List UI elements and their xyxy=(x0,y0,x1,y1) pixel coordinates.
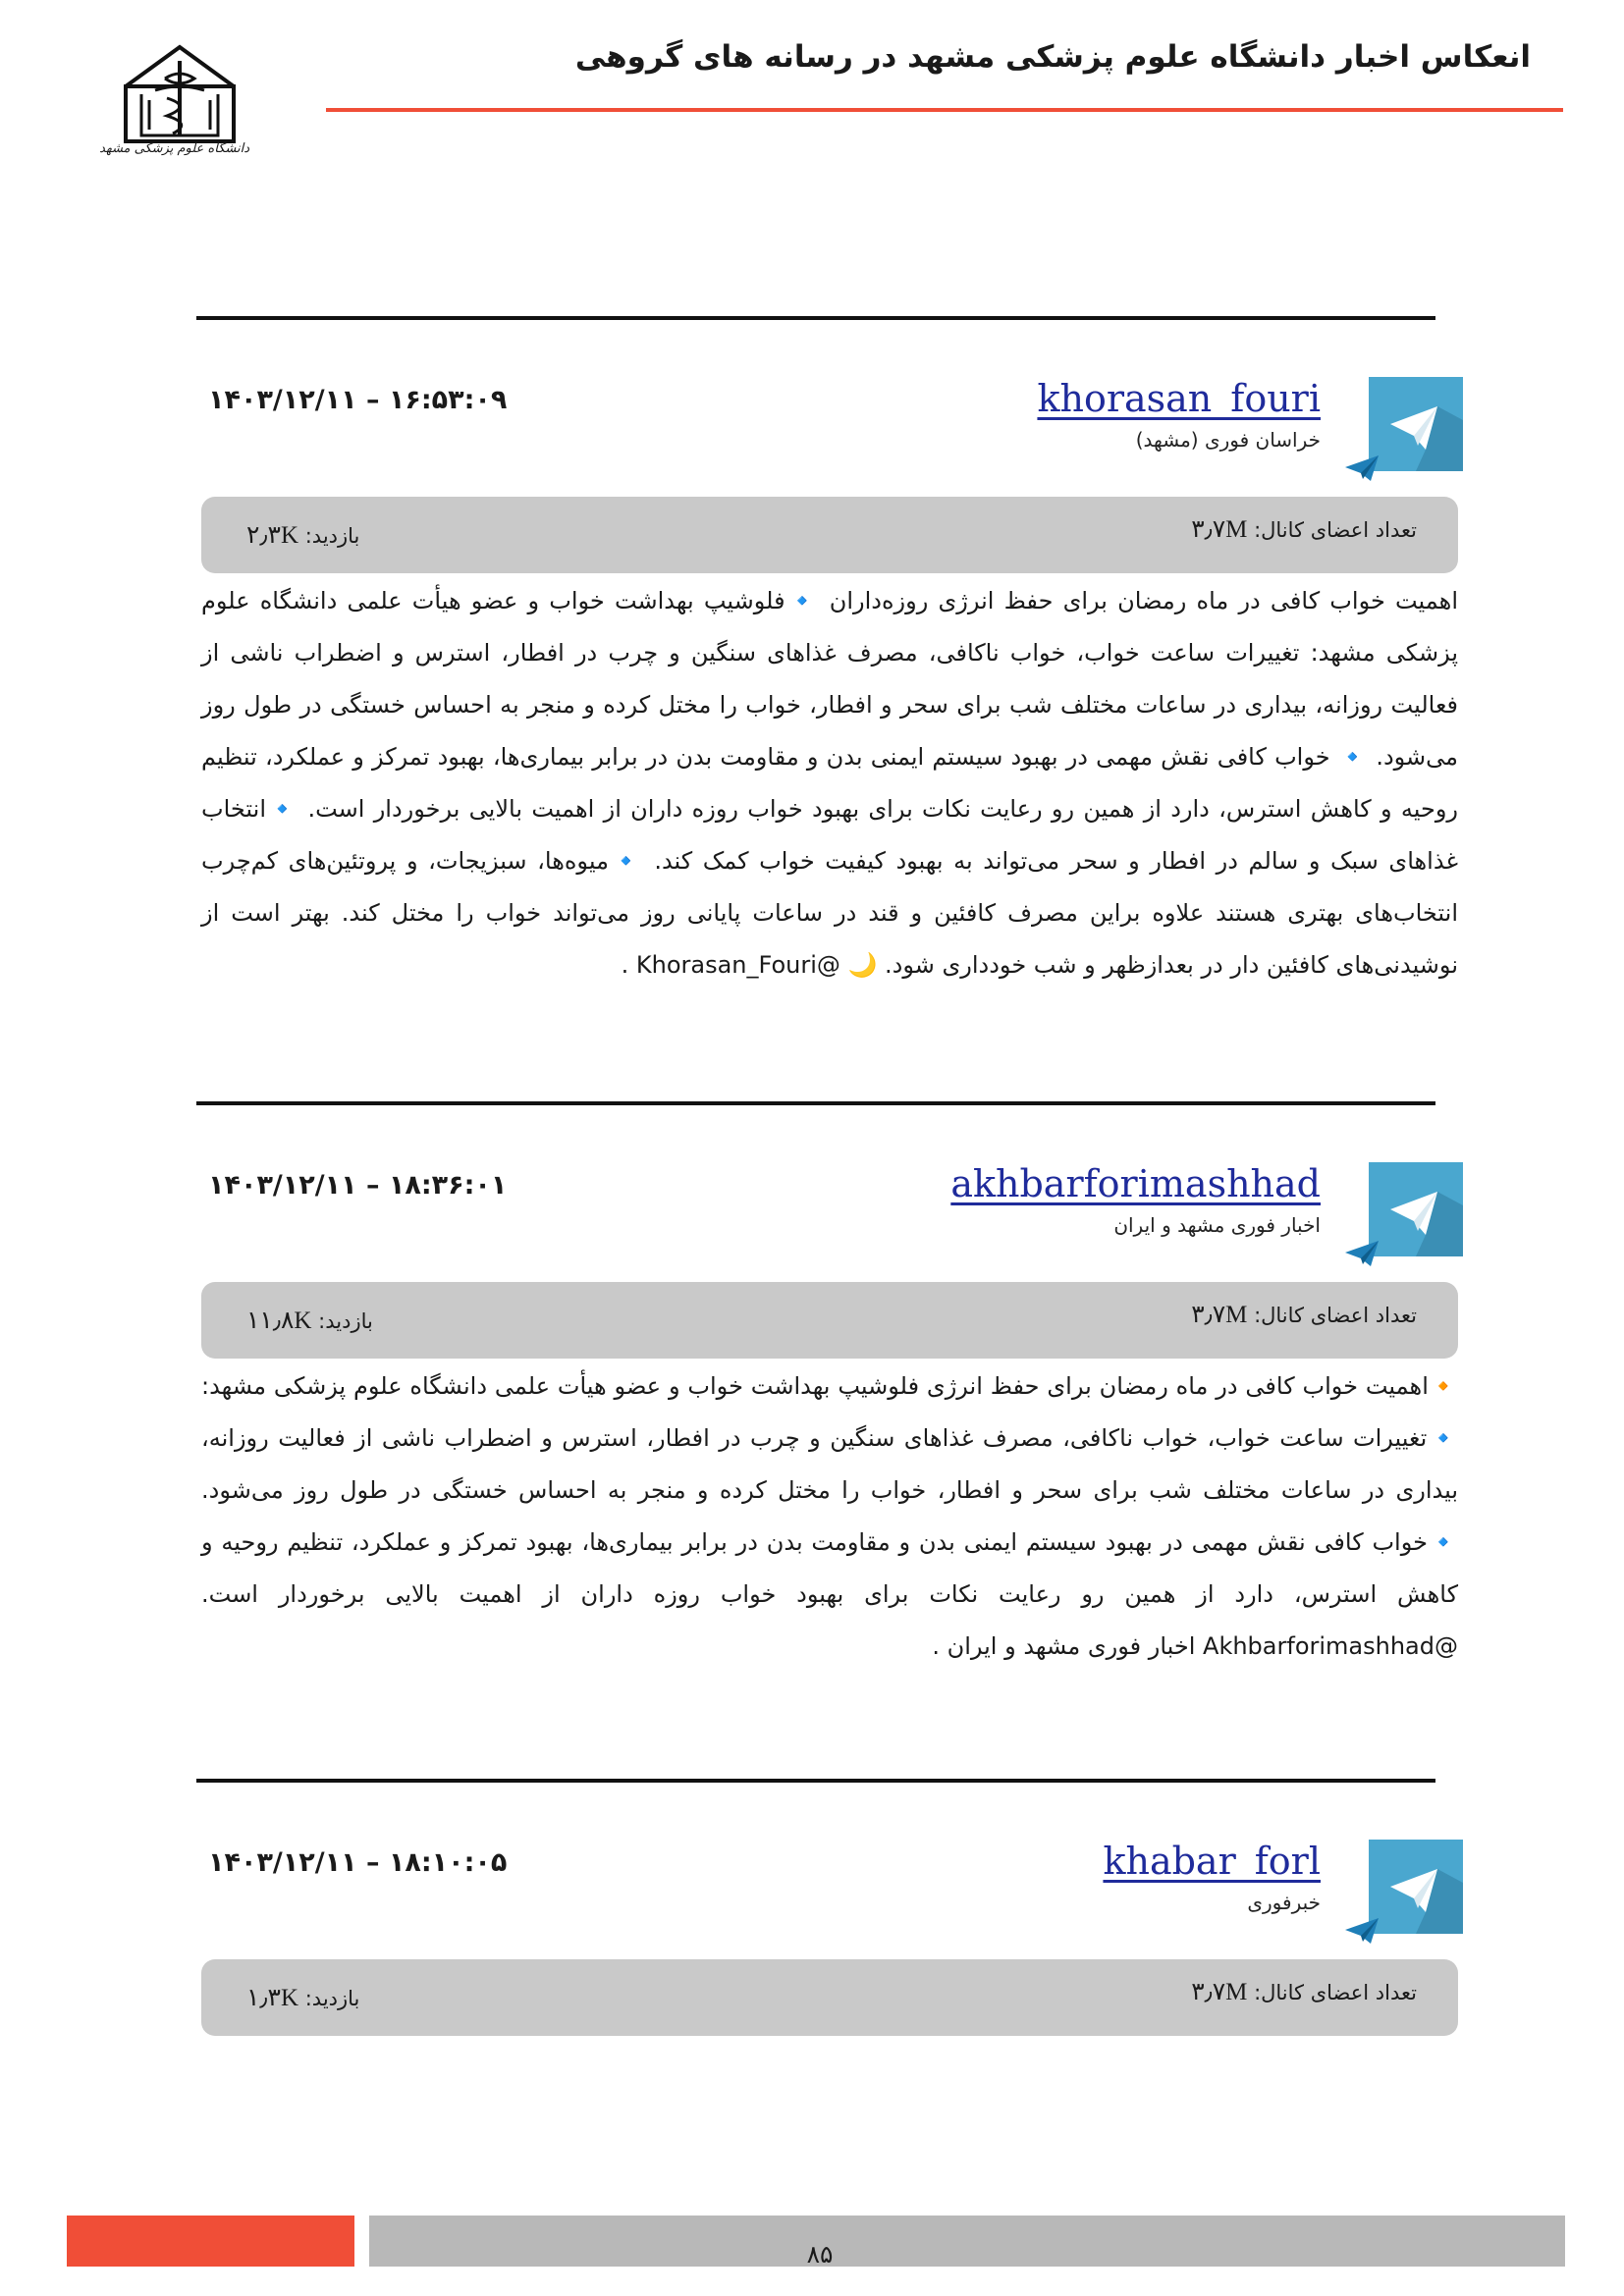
views-label: بازدید: xyxy=(318,1309,373,1333)
post-2 xyxy=(196,1101,1463,1671)
views-label: بازدید: xyxy=(304,1987,360,2010)
channel-link[interactable]: akhbarforimashhad xyxy=(950,1162,1321,1205)
footer-bar xyxy=(369,2216,1565,2267)
post-divider xyxy=(196,1779,1435,1783)
stats-bar xyxy=(201,497,1458,573)
views-value: ۱۱٫۸K xyxy=(246,1308,312,1334)
post-body: اهمیت خواب کافی در ماه رمضان برای حفظ انرژی روزه‌داران 🔹فلوشیپ بهداشت خواب و عضو هیأت علمی دانشگاه علوم پزشکی مشهد: تغییرات ساعت خواب، خواب ناکافی، مصرف غذاهای سنگین و چرب در افطار، استرس و اضطراب ناشی از فعالیت روزانه، بیداری در ساعات مختلف شب برای سحر و افطار، خواب را مختل کرده و منجر به احساس خستگی در طول روز می‌شود. 🔹 خواب کافی نقش مهمی در بهبود سیستم ایمنی بدن و مقاومت بدن در برابر بیماری‌ها، بهبود تمرکز و عملکرد، تنظیم روحیه و کاهش استرس، دارد از همین رو رعایت نکات برای بهبود خواب روزه داران از اهمیت بالایی برخوردار است. 🔹انتخاب غذاهای سبک و سالم در افطار و سحر می‌تواند به بهبود کیفیت خواب کمک کند. 🔹میوه‌ها، سبزیجات، و پروتئین‌های کم‌چرب انتخاب‌های بهتری هستند علاوه براین مصرف کافئین و قند در ساعات پایانی روز می‌تواند خواب را مختل کند. بهتر است از نوشیدنی‌های کافئین دار در بعدازظهر و شب خودداری شود. 🌙 @Khorasan_Fouri . xyxy=(201,587,1458,979)
logo-caption: دانشگاه علوم پزشکی مشهد xyxy=(99,141,249,156)
channel-description: اخبار فوری مشهد و ایران xyxy=(1113,1213,1321,1237)
channel-description: خبرفوری xyxy=(1247,1891,1321,1914)
views-count xyxy=(246,520,359,550)
members-label: تعداد اعضای کانال: xyxy=(1254,1304,1417,1327)
stats-bar xyxy=(201,1959,1458,2036)
post-1 xyxy=(196,316,1463,1013)
channel-description: خراسان فوری (مشهد) xyxy=(1135,428,1321,452)
telegram-icon xyxy=(1369,1162,1463,1256)
members-value: ۳٫۷M xyxy=(1191,1302,1248,1328)
views-count xyxy=(246,1983,359,2012)
post-datetime: ۱۶:۵۳:۰۹ – ۱۴۰۳/۱۲/۱۱ xyxy=(208,385,508,415)
page-number: ۸۵ xyxy=(806,2240,834,2269)
telegram-channel-avatar[interactable] xyxy=(1369,1162,1463,1256)
telegram-channel-avatar[interactable] xyxy=(1369,1840,1463,1934)
footer-accent-bar xyxy=(67,2216,354,2267)
members-label: تعداد اعضای کانال: xyxy=(1254,1981,1417,2004)
header-rule xyxy=(326,108,1563,112)
telegram-channel-avatar[interactable] xyxy=(1369,377,1463,471)
post-3 xyxy=(196,1779,1463,2054)
views-label: بازدید: xyxy=(304,524,360,548)
members-label: تعداد اعضای کانال: xyxy=(1254,518,1417,542)
telegram-small-icon xyxy=(1343,1239,1380,1268)
members-count xyxy=(1191,1300,1417,1329)
post-divider xyxy=(196,316,1435,320)
page-header-title: انعکاس اخبار دانشگاه علوم پزشکی مشهد در رسانه های گروهی xyxy=(574,39,1531,75)
views-value: ۲٫۳K xyxy=(246,522,299,549)
post-datetime: ۱۸:۳۶:۰۱ – ۱۴۰۳/۱۲/۱۱ xyxy=(208,1170,508,1201)
university-logo xyxy=(99,39,249,172)
channel-link[interactable]: khabar_forl xyxy=(1103,1840,1321,1883)
views-value: ۱٫۳K xyxy=(246,1985,299,2011)
post-datetime: ۱۸:۱۰:۰۵ – ۱۴۰۳/۱۲/۱۱ xyxy=(208,1847,508,1878)
members-count xyxy=(1191,514,1417,544)
telegram-icon xyxy=(1369,1840,1463,1934)
telegram-small-icon xyxy=(1343,1916,1380,1946)
telegram-icon xyxy=(1369,377,1463,471)
post-body: 🔸اهمیت خواب کافی در ماه رمضان برای حفظ انرژی فلوشیپ بهداشت خواب و عضو هیأت علمی دانشگاه علوم پزشکی مشهد: 🔹تغییرات ساعت خواب، خواب ناکافی، مصرف غذاهای سنگین و چرب در افطار، استرس و اضطراب ناشی از فعالیت روزانه، بیداری در ساعات مختلف شب برای سحر و افطار، خواب را مختل کرده و منجر به احساس خستگی در طول روز می‌شود. 🔹خواب کافی نقش مهمی در بهبود سیستم ایمنی بدن و مقاومت بدن در برابر بیماری‌ها، بهبود تمرکز و عملکرد، تنظیم روحیه و کاهش استرس، دارد از همین رو رعایت نکات برای بهبود خواب روزه داران از اهمیت بالایی برخوردار است. @Akhbarforimashhad اخبار فوری مشهد و ایران . xyxy=(201,1372,1458,1660)
channel-link[interactable]: khorasan_fouri xyxy=(1037,377,1321,420)
post-divider xyxy=(196,1101,1435,1105)
members-value: ۳٫۷M xyxy=(1191,1979,1248,2005)
views-count xyxy=(246,1306,373,1335)
telegram-small-icon xyxy=(1343,454,1380,483)
members-count xyxy=(1191,1977,1417,2006)
members-value: ۳٫۷M xyxy=(1191,516,1248,543)
stats-bar xyxy=(201,1282,1458,1359)
